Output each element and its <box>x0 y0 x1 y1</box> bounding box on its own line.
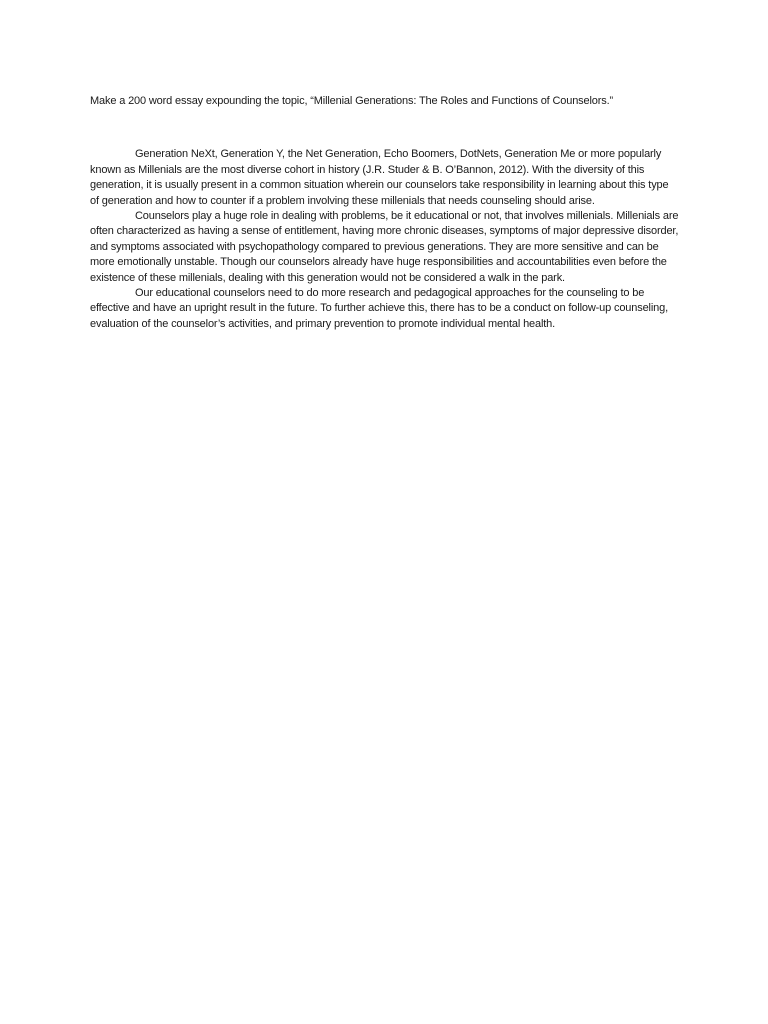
essay-prompt: Make a 200 word essay expounding the topic, “Millenial Generations: The Roles and Functions of Counselors.” <box>90 95 614 107</box>
essay-paragraph-2: Counselors play a huge role in dealing with problems, be it educational or not, that involves millenials. Millenials are often characterized as having a sense of entitlement, having more chronic diseases, symptoms of major depressive disorder, and symptoms associated with psychopathology compared to previous generations. They are more sensitive and can be more emotionally unstable. Though our counselors already have huge responsibilities and accountabilities even before the existence of these millenials, dealing with this generation would not be considered a walk in the park. <box>90 210 679 284</box>
document-body <box>90 94 680 332</box>
essay-paragraph-3: Our educational counselors need to do more research and pedagogical approaches for the counseling to be effective and have an upright result in the future. To further achieve this, there has to be a conduct on follow-up counseling, evaluation of the counselor’s activities, and primary prevention to promote individual mental health. <box>90 287 668 330</box>
essay-text <box>90 147 680 332</box>
essay-paragraph-1: Generation NeXt, Generation Y, the Net Generation, Echo Boomers, DotNets, Generation Me or more popularly known as Millenials are the most diverse cohort in history (J.R. Studer & B. O’Bannon, 2012). With the diversity of this generation, it is usually present in a common situation wherein our counselors take responsibility in learning about this type of generation and how to counter if a problem involving these millenials that needs counseling should arise. <box>90 148 669 207</box>
